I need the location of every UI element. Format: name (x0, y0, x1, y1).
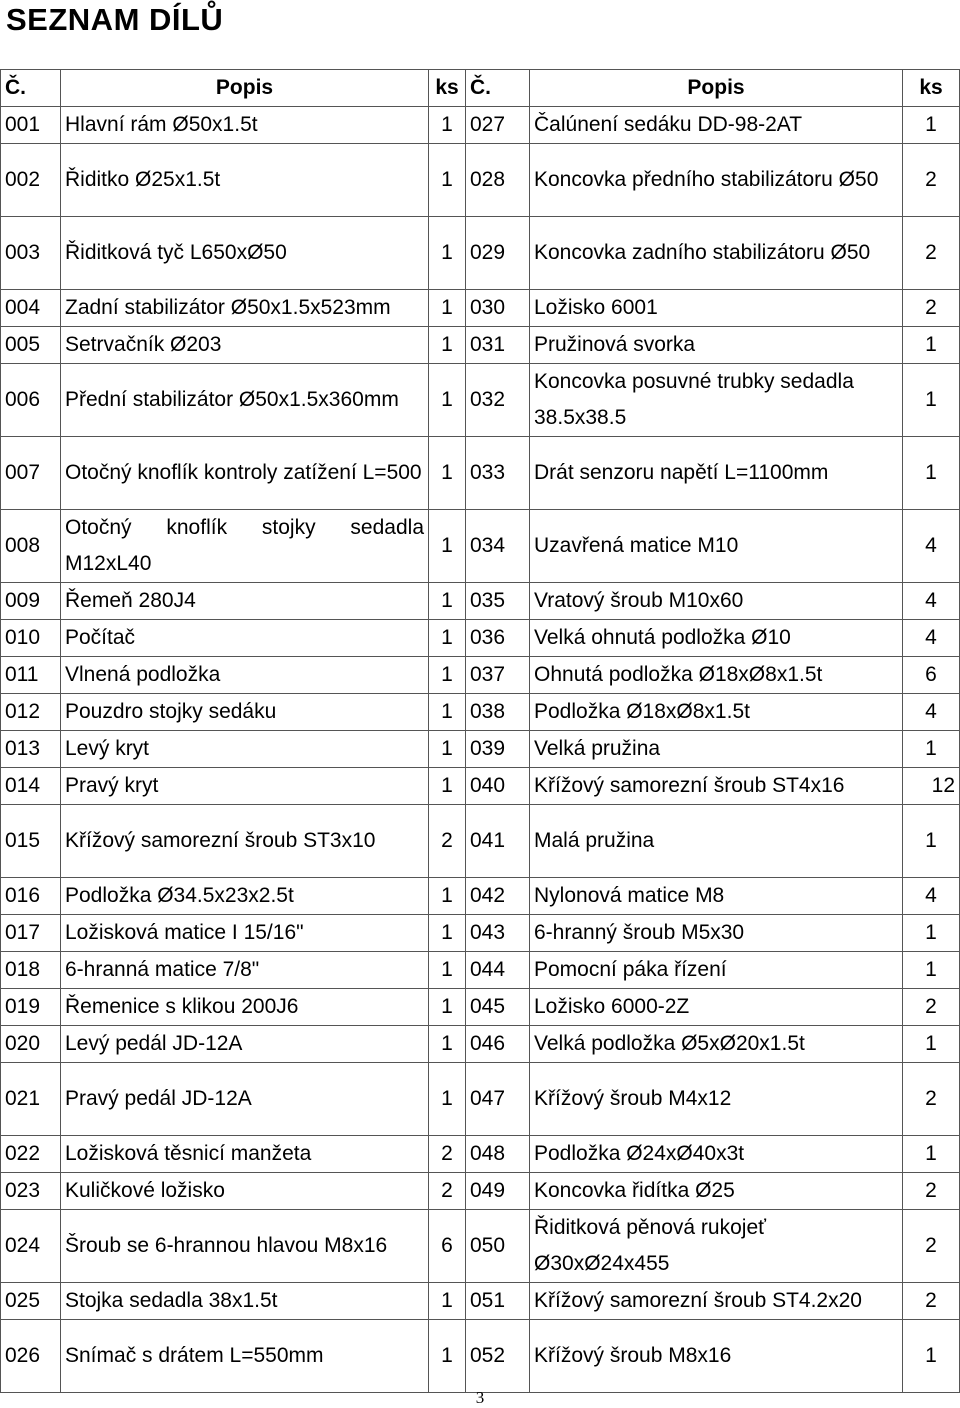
part-quantity-left: 1 (429, 989, 466, 1026)
part-number-right: 031 (466, 327, 530, 364)
part-quantity-left: 1 (429, 217, 466, 290)
part-description-left: Zadní stabilizátor Ø50x1.5x523mm (61, 290, 429, 327)
part-quantity-right: 1 (903, 731, 960, 768)
part-description-right: Velká pružina (530, 731, 903, 768)
part-description-left: Stojka sedadla 38x1.5t (61, 1283, 429, 1320)
part-description-right: Ohnutá podložka Ø18xØ8x1.5t (530, 657, 903, 694)
part-number-right: 027 (466, 107, 530, 144)
part-description-right: Uzavřená matice M10 (530, 510, 903, 583)
table-row (1, 731, 960, 768)
part-description-right: Čalúnení sedáku DD-98-2AT (530, 107, 903, 144)
part-quantity-right: 4 (903, 510, 960, 583)
part-number-left: 019 (1, 989, 61, 1026)
table-row (1, 1173, 960, 1210)
table-row (1, 217, 960, 290)
table-row (1, 620, 960, 657)
part-number-left: 017 (1, 915, 61, 952)
part-quantity-left: 1 (429, 768, 466, 805)
part-number-left: 010 (1, 620, 61, 657)
part-quantity-left: 1 (429, 583, 466, 620)
table-row (1, 290, 960, 327)
part-quantity-right: 2 (903, 217, 960, 290)
part-number-right: 040 (466, 768, 530, 805)
part-description-right: Velká podložka Ø5xØ20x1.5t (530, 1026, 903, 1063)
part-quantity-right: 1 (903, 1026, 960, 1063)
part-description-left: Pravý kryt (61, 768, 429, 805)
part-quantity-left: 1 (429, 437, 466, 510)
part-quantity-left: 1 (429, 878, 466, 915)
part-number-left: 003 (1, 217, 61, 290)
table-row (1, 694, 960, 731)
part-description-left: Pouzdro stojky sedáku (61, 694, 429, 731)
part-quantity-left: 1 (429, 1320, 466, 1393)
part-number-right: 034 (466, 510, 530, 583)
part-quantity-right: 4 (903, 583, 960, 620)
part-description-right: 6-hranný šroub M5x30 (530, 915, 903, 952)
part-number-right: 033 (466, 437, 530, 510)
part-number-left: 024 (1, 1210, 61, 1283)
table-row (1, 1136, 960, 1173)
part-description-left: Otočný knoflík kontroly zatížení L=500 (61, 437, 429, 510)
table-row (1, 1063, 960, 1136)
parts-table-body (1, 107, 960, 1393)
table-row (1, 952, 960, 989)
part-description-left: Snímač s drátem L=550mm (61, 1320, 429, 1393)
part-number-right: 046 (466, 1026, 530, 1063)
part-quantity-right: 1 (903, 1136, 960, 1173)
part-description-left: Vlnená podložka (61, 657, 429, 694)
part-quantity-right: 4 (903, 878, 960, 915)
table-row (1, 437, 960, 510)
part-description-right: Křížový šroub M4x12 (530, 1063, 903, 1136)
part-number-right: 030 (466, 290, 530, 327)
parts-table (0, 69, 960, 1393)
part-number-left: 006 (1, 364, 61, 437)
table-row (1, 1026, 960, 1063)
part-number-left: 020 (1, 1026, 61, 1063)
part-description-left: Ložisková těsnicí manžeta (61, 1136, 429, 1173)
part-quantity-left: 2 (429, 805, 466, 878)
part-quantity-left: 1 (429, 144, 466, 217)
part-number-left: 022 (1, 1136, 61, 1173)
table-row (1, 1210, 960, 1283)
part-quantity-right: 12 (903, 768, 960, 805)
table-row (1, 583, 960, 620)
part-number-right: 039 (466, 731, 530, 768)
part-description-right: Koncovka řidítka Ø25 (530, 1173, 903, 1210)
part-quantity-right: 1 (903, 327, 960, 364)
part-quantity-right: 6 (903, 657, 960, 694)
part-number-right: 050 (466, 1210, 530, 1283)
part-description-left: Pravý pedál JD-12A (61, 1063, 429, 1136)
part-quantity-right: 2 (903, 290, 960, 327)
part-description-left: Levý kryt (61, 731, 429, 768)
part-description-left: Hlavní rám Ø50x1.5t (61, 107, 429, 144)
header-description-left: Popis (61, 70, 429, 107)
part-number-left: 002 (1, 144, 61, 217)
part-number-left: 021 (1, 1063, 61, 1136)
part-description-left: Přední stabilizátor Ø50x1.5x360mm (61, 364, 429, 437)
part-number-right: 037 (466, 657, 530, 694)
header-number-right: Č. (466, 70, 530, 107)
part-number-left: 016 (1, 878, 61, 915)
part-number-left: 023 (1, 1173, 61, 1210)
part-quantity-left: 2 (429, 1173, 466, 1210)
part-number-right: 038 (466, 694, 530, 731)
part-description-right: Křížový samorezní šroub ST4x16 (530, 768, 903, 805)
table-row (1, 989, 960, 1026)
part-description-right: Malá pružina (530, 805, 903, 878)
part-description-right: Křížový samorezní šroub ST4.2x20 (530, 1283, 903, 1320)
part-description-left: Podložka Ø34.5x23x2.5t (61, 878, 429, 915)
part-quantity-right: 4 (903, 620, 960, 657)
table-row (1, 364, 960, 437)
part-quantity-right: 1 (903, 952, 960, 989)
part-quantity-right: 2 (903, 1173, 960, 1210)
header-row (1, 70, 960, 107)
part-number-left: 013 (1, 731, 61, 768)
part-description-right: Křížový šroub M8x16 (530, 1320, 903, 1393)
part-quantity-left: 2 (429, 1136, 466, 1173)
table-row (1, 915, 960, 952)
table-row (1, 510, 960, 583)
part-quantity-left: 1 (429, 731, 466, 768)
part-quantity-right: 2 (903, 1283, 960, 1320)
header-description-right: Popis (530, 70, 903, 107)
table-row (1, 107, 960, 144)
table-row (1, 327, 960, 364)
part-quantity-left: 1 (429, 364, 466, 437)
part-description-left: Levý pedál JD-12A (61, 1026, 429, 1063)
part-number-left: 008 (1, 510, 61, 583)
part-quantity-left: 1 (429, 1063, 466, 1136)
table-row (1, 805, 960, 878)
part-description-left: Šroub se 6-hrannou hlavou M8x16 (61, 1210, 429, 1283)
part-quantity-right: 1 (903, 437, 960, 510)
part-quantity-right: 2 (903, 144, 960, 217)
part-description-right: Koncovka předního stabilizátoru Ø50 (530, 144, 903, 217)
table-row (1, 1283, 960, 1320)
part-quantity-right: 1 (903, 107, 960, 144)
part-number-right: 035 (466, 583, 530, 620)
part-quantity-right: 2 (903, 1063, 960, 1136)
part-description-right: Koncovka posuvné trubky sedadla 38.5x38.5 (530, 364, 903, 437)
part-description-left: Řemenice s klikou 200J6 (61, 989, 429, 1026)
part-description-right: Koncovka zadního stabilizátoru Ø50 (530, 217, 903, 290)
part-number-left: 007 (1, 437, 61, 510)
part-number-right: 048 (466, 1136, 530, 1173)
part-number-right: 051 (466, 1283, 530, 1320)
page-title: SEZNAM DÍLŮ (6, 2, 224, 37)
part-description-right: Nylonová matice M8 (530, 878, 903, 915)
part-quantity-left: 1 (429, 327, 466, 364)
part-quantity-left: 1 (429, 620, 466, 657)
part-quantity-left: 1 (429, 952, 466, 989)
part-description-right: Podložka Ø24xØ40x3t (530, 1136, 903, 1173)
part-description-left: 6-hranná matice 7/8" (61, 952, 429, 989)
part-number-left: 005 (1, 327, 61, 364)
part-number-right: 042 (466, 878, 530, 915)
table-row (1, 1320, 960, 1393)
table-row (1, 878, 960, 915)
part-description-right: Ložisko 6000-2Z (530, 989, 903, 1026)
part-description-right: Drát senzoru napětí L=1100mm (530, 437, 903, 510)
part-quantity-left: 1 (429, 915, 466, 952)
part-number-left: 026 (1, 1320, 61, 1393)
part-number-right: 045 (466, 989, 530, 1026)
part-number-right: 036 (466, 620, 530, 657)
part-number-left: 011 (1, 657, 61, 694)
part-quantity-right: 1 (903, 915, 960, 952)
part-description-right: Pružinová svorka (530, 327, 903, 364)
header-number-left: Č. (1, 70, 61, 107)
part-number-left: 015 (1, 805, 61, 878)
part-description-left: Počítač (61, 620, 429, 657)
part-quantity-left: 1 (429, 657, 466, 694)
part-number-right: 047 (466, 1063, 530, 1136)
part-number-right: 049 (466, 1173, 530, 1210)
part-quantity-left: 1 (429, 694, 466, 731)
part-quantity-left: 1 (429, 290, 466, 327)
part-description-right: Řiditková pěnová rukojeť Ø30xØ24x455 (530, 1210, 903, 1283)
part-quantity-left: 1 (429, 510, 466, 583)
part-number-left: 012 (1, 694, 61, 731)
part-description-left: Setrvačník Ø203 (61, 327, 429, 364)
part-description-left: Křížový samorezní šroub ST3x10 (61, 805, 429, 878)
part-description-right: Vratový šroub M10x60 (530, 583, 903, 620)
part-description-left: Kuličkové ložisko (61, 1173, 429, 1210)
part-quantity-right: 1 (903, 805, 960, 878)
part-description-right: Velká ohnutá podložka Ø10 (530, 620, 903, 657)
part-number-right: 043 (466, 915, 530, 952)
part-quantity-right: 4 (903, 694, 960, 731)
part-quantity-right: 1 (903, 364, 960, 437)
part-number-left: 014 (1, 768, 61, 805)
part-quantity-left: 1 (429, 107, 466, 144)
part-quantity-left: 6 (429, 1210, 466, 1283)
part-number-right: 028 (466, 144, 530, 217)
part-number-left: 009 (1, 583, 61, 620)
part-description-left: Otočný knoflík stojky sedadla M12xL40 (61, 510, 429, 583)
part-number-left: 025 (1, 1283, 61, 1320)
part-quantity-right: 2 (903, 989, 960, 1026)
part-quantity-right: 1 (903, 1320, 960, 1393)
part-description-right: Ložisko 6001 (530, 290, 903, 327)
part-number-right: 052 (466, 1320, 530, 1393)
part-number-right: 044 (466, 952, 530, 989)
header-quantity-right: ks (903, 70, 960, 107)
page-number: 3 (475, 1388, 485, 1407)
part-number-right: 029 (466, 217, 530, 290)
table-row (1, 144, 960, 217)
part-description-left: Řiditková tyč L650xØ50 (61, 217, 429, 290)
part-description-left: Řemeň 280J4 (61, 583, 429, 620)
part-quantity-left: 1 (429, 1026, 466, 1063)
part-number-right: 041 (466, 805, 530, 878)
table-row (1, 768, 960, 805)
part-number-right: 032 (466, 364, 530, 437)
part-number-left: 001 (1, 107, 61, 144)
part-description-left: Řiditko Ø25x1.5t (61, 144, 429, 217)
header-quantity-left: ks (429, 70, 466, 107)
part-quantity-right: 2 (903, 1210, 960, 1283)
table-row (1, 657, 960, 694)
part-description-left: Ložisková matice I 15/16" (61, 915, 429, 952)
part-description-right: Podložka Ø18xØ8x1.5t (530, 694, 903, 731)
part-number-left: 018 (1, 952, 61, 989)
part-number-left: 004 (1, 290, 61, 327)
part-quantity-left: 1 (429, 1283, 466, 1320)
part-description-right: Pomocní páka řízení (530, 952, 903, 989)
